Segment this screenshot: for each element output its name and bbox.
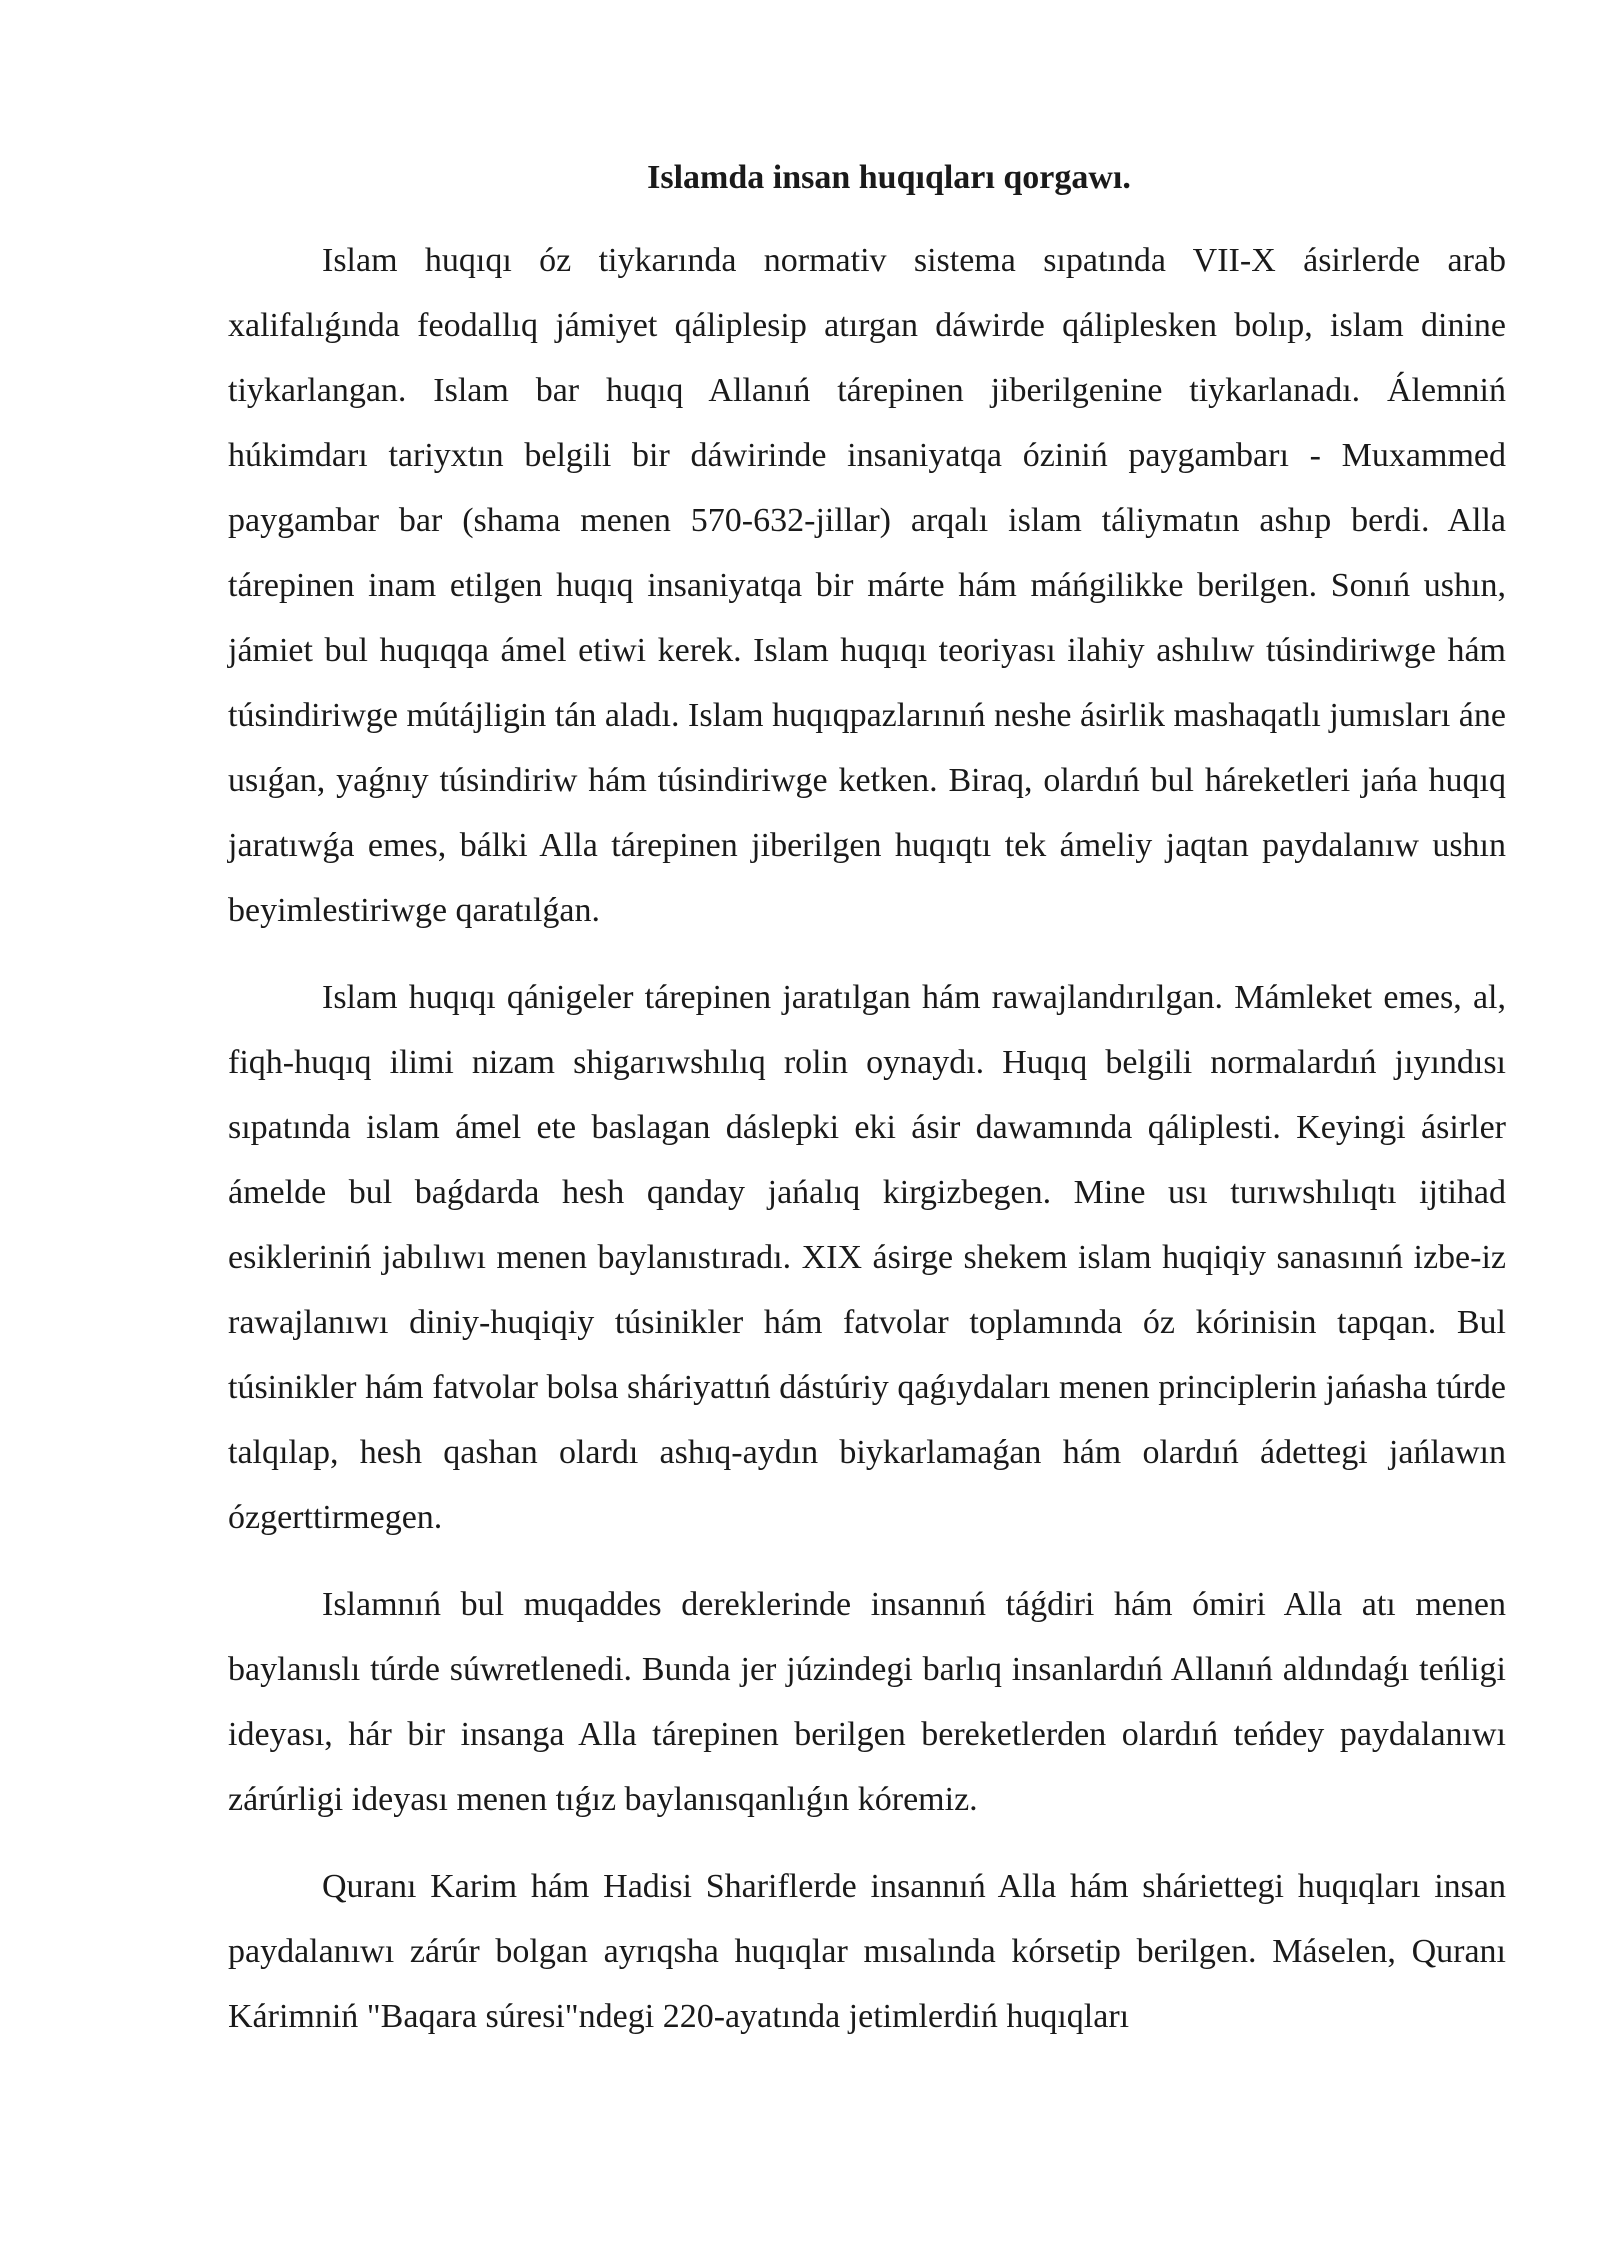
- paragraph-1: Islam huqıqı óz tiykarında normativ sistema sıpatında VII-X ásirlerde arab xalifalıǵında feodallıq jámiyet qáliplesip atırgan dáwirde qáliplesken bolıp, islam dinine tiykarlangan. Islam bar huqıq Allanıń tárepinen jiberilgenine tiykarlanadı. Álemniń húkimdarı tariyxtın belgili bir dáwirinde insaniyatqa óziniń paygambarı - Muxammed paygambar bar (shama menen 570-632-jillar) arqalı islam táliymatın ashıp berdi. Alla tárepinen inam etilgen huqıq insaniyatqa bir márte hám máńgilikke berilgen. Sonıń ushın, jámiet bul huqıqqa ámel etiwi kerek. Islam huqıqı teoriyası ilahiy ashılıw túsindiriwge hám túsindiriwge mútájligin tán aladı. Islam huqıqpazlarınıń neshe ásirlik mashaqatlı jumısları áne usıǵan, yaǵnıy túsindiriw hám túsindiriwge ketken. Biraq, olardıń bul háreketleri jańa huqıq jaratıwǵa emes, bálki Alla tárepinen jiberilgen huqıqtı tek ámeliy jaqtan paydalanıw ushın beyimlestiriwge qaratılǵan.: [228, 242, 1506, 929]
- paragraph-4: Quranı Karim hám Hadisi Shariflerde insannıń Alla hám sháriettegi huqıqları insan paydalanıwı zárúr bolgan ayrıqsha huqıqlar mısalında kórsetip berilgen. Máselen, Quranı Kárimniń "Baqara súresi"ndegi 220-ayatında jetimlerdiń huqıqları: [228, 1868, 1506, 2035]
- paragraph-2: Islam huqıqı qánigeler tárepinen jaratılgan hám rawajlandırılgan. Mámleket emes, al, fiqh-huqıq ilimi nizam shigarıwshılıq rolin oynaydı. Huqıq belgili normalardıń jıyındısı sıpatında islam ámel ete baslagan dáslepki eki ásir dawamında qáliplesti. Keyingi ásirler ámelde bul baǵdarda hesh qanday jańalıq kirgizbegen. Mine usı turıwshılıqtı ijtihad esikleriniń jabılıwı menen baylanıstıradı. XIX ásirge shekem islam huqiqiy sanasınıń izbe-iz rawajlanıwı diniy-huqiqiy túsinikler hám fatvolar toplamında óz kórinisin tapqan. Bul túsinikler hám fatvolar bolsa sháriyattıń dástúriy qaǵıydaları menen principlerin jańasha túrde talqılap, hesh qashan olardı ashıq-aydın biykarlamaǵan hám olardıń ádettegi jańlawın ózgerttirmegen.: [228, 979, 1506, 1536]
- paragraph-3: Islamnıń bul muqaddes dereklerinde insannıń táǵdiri hám ómiri Alla atı menen baylanıslı túrde súwretlenedi. Bunda jer júzindegi barlıq insanlardıń Allanıń aldındaǵı teńligi ideyası, hár bir insanga Alla tárepinen berilgen bereketlerden olardıń teńdey paydalanıwı zárúrligi ideyası menen tıǵız baylanısqanlıǵın kóremiz.: [228, 1586, 1506, 1818]
- document-title: Islamda insan huqıqları qorgawı.: [647, 159, 1131, 196]
- document-page: [228, 148, 1506, 2071]
